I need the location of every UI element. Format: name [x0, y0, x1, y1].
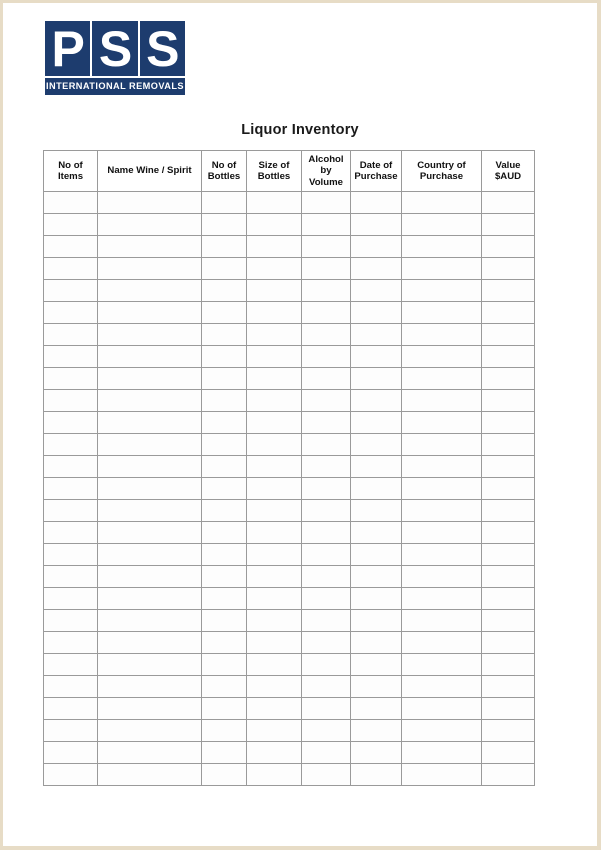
liquor-inventory-table [43, 150, 535, 786]
cell-alcohol_by_volume[interactable] [302, 324, 351, 346]
column-header-name_wine_spirit [98, 151, 202, 192]
cell-country_of_purchase[interactable] [402, 434, 482, 456]
cell-value_aud[interactable] [482, 214, 535, 236]
cell-date_of_purchase[interactable] [351, 632, 402, 654]
cell-name_wine_spirit[interactable] [98, 720, 202, 742]
cell-no_of_items[interactable] [44, 324, 98, 346]
cell-country_of_purchase[interactable] [402, 412, 482, 434]
logo-letter-s-first: S [98, 21, 132, 76]
pss-logo [45, 21, 185, 99]
column-header-line: Volume [309, 176, 343, 188]
table-row [44, 742, 535, 764]
cell-country_of_purchase[interactable] [402, 610, 482, 632]
column-header-line: Alcohol [308, 154, 344, 166]
cell-name_wine_spirit[interactable] [98, 346, 202, 368]
cell-name_wine_spirit[interactable] [98, 478, 202, 500]
table-row [44, 544, 535, 566]
logo-tile-s1 [92, 21, 137, 76]
cell-no_of_items[interactable] [44, 236, 98, 258]
cell-alcohol_by_volume[interactable] [302, 720, 351, 742]
cell-no_of_items[interactable] [44, 500, 98, 522]
cell-date_of_purchase[interactable] [351, 302, 402, 324]
cell-alcohol_by_volume[interactable] [302, 544, 351, 566]
cell-name_wine_spirit[interactable] [98, 280, 202, 302]
cell-no_of_items[interactable] [44, 742, 98, 764]
cell-value_aud[interactable] [482, 368, 535, 390]
column-header-no_of_items [44, 151, 98, 192]
table-row [44, 236, 535, 258]
cell-size_of_bottles[interactable] [247, 192, 302, 214]
column-header-alcohol_by_volume [302, 151, 351, 192]
cell-no_of_bottles[interactable] [202, 720, 247, 742]
cell-size_of_bottles[interactable] [247, 632, 302, 654]
cell-no_of_bottles[interactable] [202, 324, 247, 346]
column-header-line: Name Wine / Spirit [107, 165, 192, 177]
cell-size_of_bottles[interactable] [247, 742, 302, 764]
cell-no_of_items[interactable] [44, 368, 98, 390]
cell-name_wine_spirit[interactable] [98, 698, 202, 720]
cell-country_of_purchase[interactable] [402, 742, 482, 764]
cell-date_of_purchase[interactable] [351, 192, 402, 214]
cell-date_of_purchase[interactable] [351, 610, 402, 632]
cell-name_wine_spirit[interactable] [98, 742, 202, 764]
cell-name_wine_spirit[interactable] [98, 632, 202, 654]
cell-date_of_purchase[interactable] [351, 654, 402, 676]
cell-value_aud[interactable] [482, 412, 535, 434]
table-row [44, 588, 535, 610]
cell-no_of_items[interactable] [44, 478, 98, 500]
cell-name_wine_spirit[interactable] [98, 500, 202, 522]
column-header-line: Date of [359, 159, 393, 171]
cell-name_wine_spirit[interactable] [98, 192, 202, 214]
cell-name_wine_spirit[interactable] [98, 676, 202, 698]
cell-value_aud[interactable] [482, 610, 535, 632]
cell-date_of_purchase[interactable] [351, 390, 402, 412]
table-row [44, 192, 535, 214]
cell-alcohol_by_volume[interactable] [302, 346, 351, 368]
cell-alcohol_by_volume[interactable] [302, 456, 351, 478]
cell-country_of_purchase[interactable] [402, 478, 482, 500]
column-header-line: Country of [417, 159, 466, 171]
cell-date_of_purchase[interactable] [351, 346, 402, 368]
cell-name_wine_spirit[interactable] [98, 544, 202, 566]
cell-no_of_items[interactable] [44, 566, 98, 588]
cell-no_of_bottles[interactable] [202, 698, 247, 720]
cell-value_aud[interactable] [482, 676, 535, 698]
cell-name_wine_spirit[interactable] [98, 368, 202, 390]
cell-country_of_purchase[interactable] [402, 214, 482, 236]
cell-name_wine_spirit[interactable] [98, 654, 202, 676]
page-sheet [3, 3, 597, 846]
cell-no_of_bottles[interactable] [202, 632, 247, 654]
cell-no_of_bottles[interactable] [202, 522, 247, 544]
cell-no_of_items[interactable] [44, 258, 98, 280]
cell-no_of_items[interactable] [44, 412, 98, 434]
cell-no_of_bottles[interactable] [202, 588, 247, 610]
cell-country_of_purchase[interactable] [402, 720, 482, 742]
cell-name_wine_spirit[interactable] [98, 566, 202, 588]
table-row [44, 500, 535, 522]
cell-value_aud[interactable] [482, 764, 535, 786]
table-row [44, 632, 535, 654]
cell-date_of_purchase[interactable] [351, 280, 402, 302]
cell-no_of_items[interactable] [44, 720, 98, 742]
cell-alcohol_by_volume[interactable] [302, 522, 351, 544]
cell-size_of_bottles[interactable] [247, 610, 302, 632]
cell-date_of_purchase[interactable] [351, 456, 402, 478]
cell-country_of_purchase[interactable] [402, 368, 482, 390]
cell-value_aud[interactable] [482, 544, 535, 566]
cell-no_of_items[interactable] [44, 544, 98, 566]
cell-country_of_purchase[interactable] [402, 654, 482, 676]
cell-no_of_items[interactable] [44, 456, 98, 478]
cell-size_of_bottles[interactable] [247, 522, 302, 544]
column-header-line: No of [58, 159, 83, 171]
cell-size_of_bottles[interactable] [247, 720, 302, 742]
cell-country_of_purchase[interactable] [402, 522, 482, 544]
cell-name_wine_spirit[interactable] [98, 764, 202, 786]
cell-size_of_bottles[interactable] [247, 588, 302, 610]
cell-name_wine_spirit[interactable] [98, 412, 202, 434]
cell-no_of_bottles[interactable] [202, 412, 247, 434]
table-row [44, 324, 535, 346]
cell-value_aud[interactable] [482, 654, 535, 676]
table-header-row [44, 151, 535, 192]
cell-name_wine_spirit[interactable] [98, 456, 202, 478]
cell-date_of_purchase[interactable] [351, 500, 402, 522]
cell-country_of_purchase[interactable] [402, 698, 482, 720]
cell-size_of_bottles[interactable] [247, 544, 302, 566]
cell-alcohol_by_volume[interactable] [302, 764, 351, 786]
cell-date_of_purchase[interactable] [351, 544, 402, 566]
cell-value_aud[interactable] [482, 720, 535, 742]
cell-no_of_bottles[interactable] [202, 544, 247, 566]
cell-size_of_bottles[interactable] [247, 676, 302, 698]
cell-country_of_purchase[interactable] [402, 676, 482, 698]
cell-no_of_bottles[interactable] [202, 742, 247, 764]
cell-value_aud[interactable] [482, 236, 535, 258]
cell-no_of_items[interactable] [44, 192, 98, 214]
table-row [44, 522, 535, 544]
cell-size_of_bottles[interactable] [247, 280, 302, 302]
table-row [44, 258, 535, 280]
cell-date_of_purchase[interactable] [351, 478, 402, 500]
cell-alcohol_by_volume[interactable] [302, 434, 351, 456]
cell-date_of_purchase[interactable] [351, 522, 402, 544]
cell-value_aud[interactable] [482, 456, 535, 478]
cell-date_of_purchase[interactable] [351, 676, 402, 698]
cell-no_of_bottles[interactable] [202, 258, 247, 280]
column-header-line: Purchase [419, 171, 464, 182]
cell-size_of_bottles[interactable] [247, 324, 302, 346]
table-row [44, 214, 535, 236]
cell-no_of_bottles[interactable] [202, 346, 247, 368]
cell-size_of_bottles[interactable] [247, 434, 302, 456]
cell-no_of_bottles[interactable] [202, 654, 247, 676]
logo-letter-p: P [51, 21, 84, 76]
cell-no_of_items[interactable] [44, 280, 98, 302]
table-row [44, 434, 535, 456]
column-header-line: Value [495, 159, 521, 171]
cell-alcohol_by_volume[interactable] [302, 566, 351, 588]
cell-date_of_purchase[interactable] [351, 258, 402, 280]
cell-no_of_bottles[interactable] [202, 302, 247, 324]
cell-no_of_bottles[interactable] [202, 236, 247, 258]
column-header-line: No of [211, 159, 237, 171]
cell-country_of_purchase[interactable] [402, 258, 482, 280]
cell-no_of_bottles[interactable] [202, 610, 247, 632]
cell-country_of_purchase[interactable] [402, 302, 482, 324]
cell-no_of_bottles[interactable] [202, 192, 247, 214]
logo-letter-tiles [45, 21, 185, 76]
column-header-line: Purchase [354, 171, 398, 182]
cell-alcohol_by_volume[interactable] [302, 632, 351, 654]
cell-name_wine_spirit[interactable] [98, 610, 202, 632]
cell-name_wine_spirit[interactable] [98, 302, 202, 324]
table-row [44, 280, 535, 302]
cell-country_of_purchase[interactable] [402, 390, 482, 412]
cell-size_of_bottles[interactable] [247, 346, 302, 368]
cell-value_aud[interactable] [482, 478, 535, 500]
cell-no_of_items[interactable] [44, 676, 98, 698]
table-row [44, 610, 535, 632]
cell-no_of_bottles[interactable] [202, 214, 247, 236]
cell-value_aud[interactable] [482, 742, 535, 764]
table-row [44, 654, 535, 676]
cell-alcohol_by_volume[interactable] [302, 412, 351, 434]
cell-size_of_bottles[interactable] [247, 390, 302, 412]
cell-country_of_purchase[interactable] [402, 500, 482, 522]
column-header-value_aud [482, 151, 535, 192]
table-row [44, 764, 535, 786]
column-header-line: Size of [258, 159, 290, 171]
cell-no_of_items[interactable] [44, 302, 98, 324]
cell-no_of_items[interactable] [44, 698, 98, 720]
logo-tile-p [45, 21, 90, 76]
table-header [44, 151, 535, 192]
table-row [44, 720, 535, 742]
table-row [44, 390, 535, 412]
cell-country_of_purchase[interactable] [402, 346, 482, 368]
cell-no_of_items[interactable] [44, 214, 98, 236]
table-row [44, 368, 535, 390]
cell-alcohol_by_volume[interactable] [302, 192, 351, 214]
cell-value_aud[interactable] [482, 500, 535, 522]
table-row [44, 412, 535, 434]
column-header-line: by [320, 165, 332, 177]
cell-value_aud[interactable] [482, 522, 535, 544]
cell-no_of_items[interactable] [44, 588, 98, 610]
cell-no_of_bottles[interactable] [202, 764, 247, 786]
cell-size_of_bottles[interactable] [247, 456, 302, 478]
column-header-no_of_bottles [202, 151, 247, 192]
cell-alcohol_by_volume[interactable] [302, 258, 351, 280]
cell-alcohol_by_volume[interactable] [302, 302, 351, 324]
cell-date_of_purchase[interactable] [351, 764, 402, 786]
table-row [44, 456, 535, 478]
column-header-line: Items [57, 171, 84, 182]
cell-date_of_purchase[interactable] [351, 720, 402, 742]
cell-date_of_purchase[interactable] [351, 412, 402, 434]
cell-country_of_purchase[interactable] [402, 544, 482, 566]
cell-country_of_purchase[interactable] [402, 324, 482, 346]
cell-country_of_purchase[interactable] [402, 566, 482, 588]
cell-alcohol_by_volume[interactable] [302, 654, 351, 676]
cell-alcohol_by_volume[interactable] [302, 214, 351, 236]
cell-no_of_bottles[interactable] [202, 434, 247, 456]
cell-country_of_purchase[interactable] [402, 236, 482, 258]
cell-no_of_items[interactable] [44, 522, 98, 544]
table-row [44, 346, 535, 368]
cell-date_of_purchase[interactable] [351, 368, 402, 390]
cell-no_of_items[interactable] [44, 764, 98, 786]
cell-size_of_bottles[interactable] [247, 698, 302, 720]
table-row [44, 676, 535, 698]
cell-alcohol_by_volume[interactable] [302, 236, 351, 258]
cell-alcohol_by_volume[interactable] [302, 610, 351, 632]
cell-date_of_purchase[interactable] [351, 566, 402, 588]
table-body [44, 192, 535, 786]
cell-value_aud[interactable] [482, 588, 535, 610]
column-header-line: Bottles [257, 171, 291, 182]
cell-country_of_purchase[interactable] [402, 632, 482, 654]
cell-country_of_purchase[interactable] [402, 764, 482, 786]
logo-letter-s-second: S [146, 21, 179, 76]
cell-name_wine_spirit[interactable] [98, 236, 202, 258]
cell-size_of_bottles[interactable] [247, 654, 302, 676]
cell-size_of_bottles[interactable] [247, 368, 302, 390]
cell-date_of_purchase[interactable] [351, 236, 402, 258]
cell-value_aud[interactable] [482, 390, 535, 412]
cell-alcohol_by_volume[interactable] [302, 500, 351, 522]
cell-size_of_bottles[interactable] [247, 500, 302, 522]
cell-name_wine_spirit[interactable] [98, 522, 202, 544]
liquor-inventory-table-container [43, 150, 534, 786]
cell-date_of_purchase[interactable] [351, 698, 402, 720]
cell-value_aud[interactable] [482, 280, 535, 302]
cell-no_of_bottles[interactable] [202, 368, 247, 390]
cell-size_of_bottles[interactable] [247, 566, 302, 588]
column-header-country_of_purchase [402, 151, 482, 192]
cell-alcohol_by_volume[interactable] [302, 478, 351, 500]
cell-country_of_purchase[interactable] [402, 192, 482, 214]
cell-alcohol_by_volume[interactable] [302, 390, 351, 412]
cell-size_of_bottles[interactable] [247, 258, 302, 280]
cell-size_of_bottles[interactable] [247, 236, 302, 258]
cell-date_of_purchase[interactable] [351, 588, 402, 610]
column-header-date_of_purchase [351, 151, 402, 192]
cell-value_aud[interactable] [482, 698, 535, 720]
cell-alcohol_by_volume[interactable] [302, 676, 351, 698]
cell-value_aud[interactable] [482, 434, 535, 456]
cell-name_wine_spirit[interactable] [98, 434, 202, 456]
page-title: Liquor Inventory [241, 122, 359, 138]
column-header-line: Bottles [207, 171, 241, 182]
column-header-size_of_bottles [247, 151, 302, 192]
cell-size_of_bottles[interactable] [247, 478, 302, 500]
cell-no_of_items[interactable] [44, 346, 98, 368]
cell-country_of_purchase[interactable] [402, 588, 482, 610]
cell-alcohol_by_volume[interactable] [302, 698, 351, 720]
cell-date_of_purchase[interactable] [351, 324, 402, 346]
cell-no_of_bottles[interactable] [202, 566, 247, 588]
table-row [44, 478, 535, 500]
cell-name_wine_spirit[interactable] [98, 214, 202, 236]
cell-no_of_items[interactable] [44, 654, 98, 676]
cell-value_aud[interactable] [482, 346, 535, 368]
cell-date_of_purchase[interactable] [351, 742, 402, 764]
cell-value_aud[interactable] [482, 324, 535, 346]
cell-no_of_items[interactable] [44, 610, 98, 632]
column-header-line: $AUD [494, 171, 522, 182]
cell-date_of_purchase[interactable] [351, 214, 402, 236]
cell-alcohol_by_volume[interactable] [302, 742, 351, 764]
logo-banner-text: INTERNATIONAL REMOVALS [45, 78, 185, 95]
cell-name_wine_spirit[interactable] [98, 390, 202, 412]
cell-no_of_items[interactable] [44, 390, 98, 412]
cell-country_of_purchase[interactable] [402, 456, 482, 478]
cell-name_wine_spirit[interactable] [98, 588, 202, 610]
cell-no_of_bottles[interactable] [202, 390, 247, 412]
cell-alcohol_by_volume[interactable] [302, 280, 351, 302]
table-row [44, 698, 535, 720]
cell-no_of_bottles[interactable] [202, 500, 247, 522]
cell-size_of_bottles[interactable] [247, 302, 302, 324]
cell-no_of_items[interactable] [44, 632, 98, 654]
cell-no_of_bottles[interactable] [202, 456, 247, 478]
cell-no_of_bottles[interactable] [202, 478, 247, 500]
cell-value_aud[interactable] [482, 566, 535, 588]
cell-alcohol_by_volume[interactable] [302, 368, 351, 390]
cell-date_of_purchase[interactable] [351, 434, 402, 456]
cell-name_wine_spirit[interactable] [98, 324, 202, 346]
cell-name_wine_spirit[interactable] [98, 258, 202, 280]
cell-alcohol_by_volume[interactable] [302, 588, 351, 610]
cell-size_of_bottles[interactable] [247, 764, 302, 786]
cell-size_of_bottles[interactable] [247, 214, 302, 236]
cell-value_aud[interactable] [482, 632, 535, 654]
cell-no_of_bottles[interactable] [202, 676, 247, 698]
logo-tile-s2 [140, 21, 185, 76]
table-row [44, 302, 535, 324]
cell-value_aud[interactable] [482, 302, 535, 324]
cell-size_of_bottles[interactable] [247, 412, 302, 434]
cell-no_of_items[interactable] [44, 434, 98, 456]
cell-value_aud[interactable] [482, 258, 535, 280]
cell-country_of_purchase[interactable] [402, 280, 482, 302]
cell-value_aud[interactable] [482, 192, 535, 214]
cell-no_of_bottles[interactable] [202, 280, 247, 302]
table-row [44, 566, 535, 588]
